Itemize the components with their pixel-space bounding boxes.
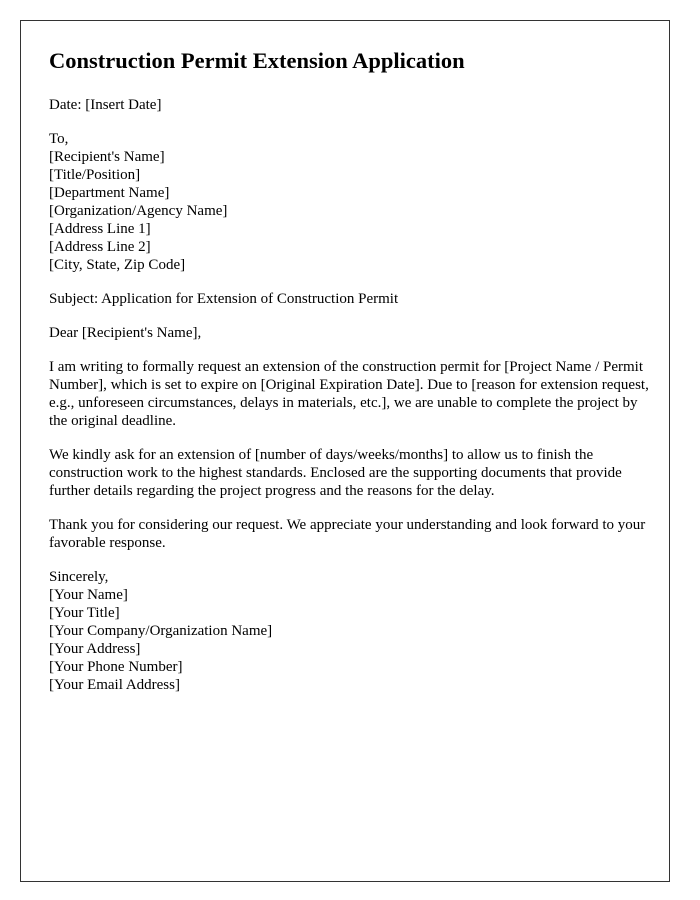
recipient-block — [49, 130, 649, 274]
sign-off: Sincerely, — [49, 569, 109, 585]
sender-address: [Your Address] — [49, 641, 141, 657]
recipient-organization: [Organization/Agency Name] — [49, 203, 228, 219]
recipient-title: [Title/Position] — [49, 167, 141, 183]
sender-company: [Your Company/Organization Name] — [49, 623, 273, 639]
recipient-city-state-zip: [City, State, Zip Code] — [49, 257, 186, 273]
sender-phone: [Your Phone Number] — [49, 659, 183, 675]
subject-line: Subject: Application for Extension of Construction Permit — [49, 291, 399, 307]
recipient-to: To, — [49, 131, 69, 147]
salutation: Dear [Recipient's Name], — [49, 325, 202, 341]
sender-title: [Your Title] — [49, 605, 120, 621]
recipient-address-line-1: [Address Line 1] — [49, 221, 151, 237]
body-paragraph-extension: We kindly ask for an extension of [number of days/weeks/months] to allow us to finish the construction work to the highest standards. Enclosed are the supporting documents that provide further details regarding the project progress and the reasons for the delay. — [49, 447, 622, 499]
body-paragraph-thanks: Thank you for considering our request. We appreciate your understanding and look forward to your favorable response. — [49, 517, 646, 551]
recipient-name: [Recipient's Name] — [49, 149, 165, 165]
sender-name: [Your Name] — [49, 587, 128, 603]
body-paragraph-request: I am writing to formally request an extension of the construction permit for [Project Name / Permit Number], which is set to expire on [Original Expiration Date]. Due to [reason for extension request, e.g., unforeseen circumstances, delays in materials, etc.], we are unable to complete the project by the original deadline. — [49, 359, 649, 429]
closing-block — [49, 568, 649, 694]
recipient-address-line-2: [Address Line 2] — [49, 239, 151, 255]
date-line: Date: [Insert Date] — [49, 97, 162, 113]
letter-page — [20, 20, 670, 882]
letter-title: Construction Permit Extension Application — [49, 48, 465, 73]
recipient-department: [Department Name] — [49, 185, 170, 201]
sender-email: [Your Email Address] — [49, 677, 180, 693]
